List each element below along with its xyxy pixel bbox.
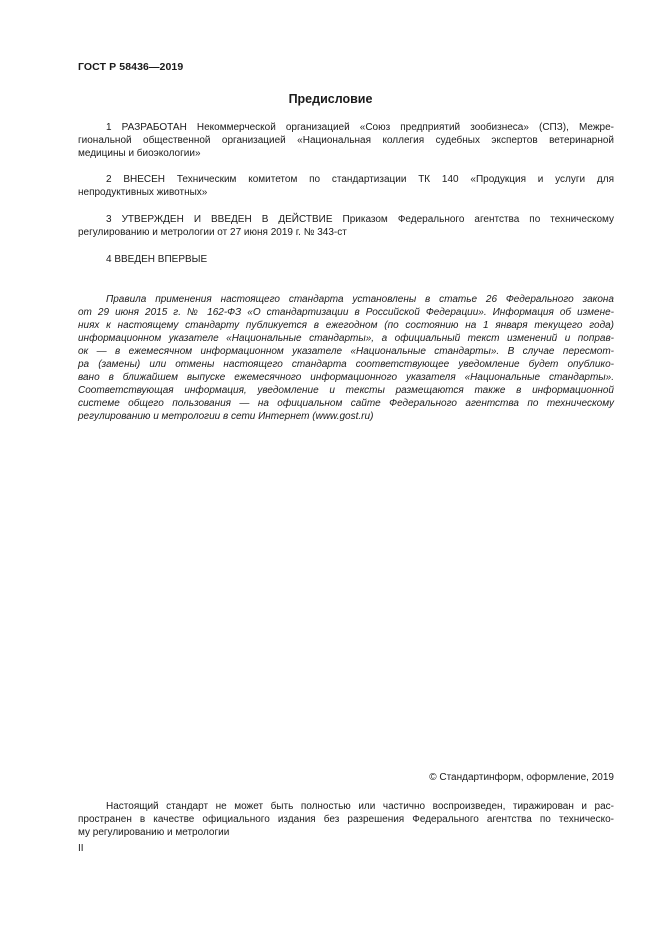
text-line: информационном указателе «Национальные стандарты», а официальный текст изменений и поправ-	[78, 333, 614, 344]
foreword-item-2	[78, 173, 614, 199]
standard-application-notice	[78, 293, 614, 423]
text-line: 2 ВНЕСЕН Техническим комитетом по стандартизации ТК 140 «Продукция и услуги для	[106, 174, 614, 185]
reproduction-notice	[78, 800, 614, 839]
foreword-item-4	[78, 253, 614, 266]
text-line: системе общего пользования — на официальном сайте Федерального агентства по техническому	[78, 398, 614, 409]
text-line: непродуктивных животных»	[78, 187, 208, 198]
text-line: гиональной общественной организацией «Национальная коллегия судебных экспертов ветеринарной	[78, 135, 614, 146]
document-code: ГОСТ Р 58436—2019	[78, 61, 184, 73]
text-line: медицины и биоэкологии»	[78, 148, 201, 159]
text-line: Настоящий стандарт не может быть полностью или частично воспроизведен, тиражирован и рас-	[106, 801, 614, 812]
text-line: 1 РАЗРАБОТАН Некоммерческой организацией «Союз предприятий зообизнеса» (СПЗ), Межре-	[106, 122, 614, 133]
text-line: ра (замены) или отмены настоящего стандарта соответствующее уведомление будет опублико-	[78, 359, 614, 370]
text-line: Правила применения настоящего стандарта установлены в статье 26 Федерального закона	[106, 294, 614, 305]
foreword-item-1	[78, 121, 614, 160]
text-line: вано в ближайшем выпуске ежемесячного информационного указателя «Национальные стандарты».	[78, 372, 614, 383]
text-line: му регулированию и метрологии	[78, 827, 230, 838]
text-line: ниях к настоящему стандарту публикуется в ежегодном (по состоянию на 1 января текущего года)	[78, 320, 614, 331]
text-line: ок — в ежемесячном информационном указателе «Национальные стандарты». В случае пересмот-	[78, 346, 614, 357]
section-title: Предисловие	[288, 92, 373, 106]
copyright-notice: © Стандартинформ, оформление, 2019	[429, 772, 614, 783]
text-line: регулированию и метрологии от 27 июня 2019 г. № 343-ст	[78, 227, 347, 238]
text-line: Соответствующая информация, уведомление и тексты размещаются также в информационной	[78, 385, 614, 396]
text-line: пространен в качестве официального издания без разрешения Федерального агентства по техническо-	[78, 814, 614, 825]
page-number: II	[78, 843, 84, 854]
text-line: регулированию и метрологии в сети Интернет (www.gost.ru)	[78, 411, 374, 422]
text-line: от 29 июня 2015 г. № 162-ФЗ «О стандартизации в Российской Федерации». Информация об измене-	[78, 307, 614, 318]
text-line: 4 ВВЕДЕН ВПЕРВЫЕ	[106, 254, 208, 265]
text-line: 3 УТВЕРЖДЕН И ВВЕДЕН В ДЕЙСТВИЕ Приказом Федерального агентства по техническому	[106, 214, 614, 225]
foreword-item-3	[78, 213, 614, 239]
